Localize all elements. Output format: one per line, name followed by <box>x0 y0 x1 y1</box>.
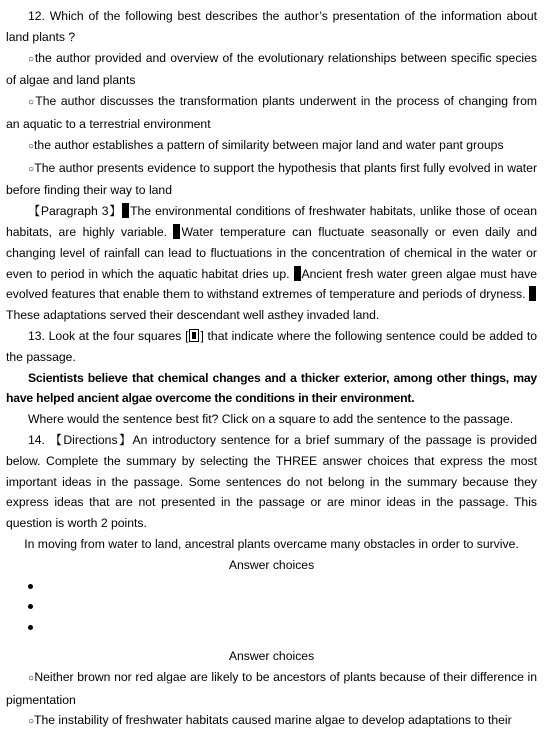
q12-option-1[interactable] <box>6 48 537 92</box>
q14-intro-sentence: In moving from water to land, ancestral plants overcame many obstacles in order to survive. <box>24 536 519 551</box>
q12-option-2[interactable] <box>6 91 537 135</box>
square-icon <box>189 329 199 342</box>
q12-option-1-text: the author provided and overview of the evolutionary relationships between specific species of algae and land plants <box>6 50 537 88</box>
insert-square-4[interactable] <box>529 286 536 301</box>
answer-choice-1[interactable] <box>6 667 537 711</box>
bullet-icon <box>28 584 33 589</box>
answer-choice-1-text: Neither brown nor red algae are likely to be ancestors of plants because of their difference in pigmentation <box>6 669 537 707</box>
insert-square-2[interactable] <box>173 224 180 239</box>
summary-slot-2[interactable] <box>6 596 537 617</box>
paragraph-3-label: 【Paragraph 3】 <box>28 204 123 219</box>
paragraph-3-sentence-3: Ancient fresh water green algae must have evolved features that enable them to withstand extremes of temperature and periods of dryness. <box>6 266 537 302</box>
q12-option-3[interactable] <box>6 135 537 158</box>
spacer <box>6 638 537 646</box>
summary-slot-1[interactable] <box>6 576 537 597</box>
bullet-icon <box>28 625 33 630</box>
choices-heading: Answer choices <box>228 648 315 663</box>
paragraph-3-sentence-2: Water temperature can fluctuate seasonally or even daily and changing level of rainfall can lead to fluctuations in the concentration of chemical in the water or even to period in which the aquatic habitat dries up. <box>6 224 537 281</box>
q12-option-2-text: The author discusses the transformation plants underwent in the process of changing from an aquatic to a terrestrial environment <box>6 94 537 131</box>
q12-option-3-text: the author establishes a pattern of similarity between major land and water pant groups <box>34 137 504 152</box>
q14-directions: 14. 【Directions】An introductory sentence for a brief summary of the passage is provided below. Complete the summary by selecting the THREE answer choices that express the most important ideas in the passage. Some sentences do not belong in the summary because they express ideas that are not presented in the passage or are minor ideas in the passage. This question is worth 2 points. <box>6 432 537 531</box>
paragraph-3 <box>6 201 537 326</box>
paragraph-3-sentence-1: The environmental conditions of freshwater habitats, unlike those of ocean habitats, are highly variable. <box>6 204 537 239</box>
radio-icon[interactable]: ○ <box>28 672 35 684</box>
q13-instruction: Where would the sentence best fit? Click on a square to add the sentence to the passage. <box>28 412 514 427</box>
radio-icon[interactable]: ○ <box>28 716 35 728</box>
bullet-icon <box>28 604 33 609</box>
radio-icon[interactable]: ○ <box>28 53 35 65</box>
answer-choice-2[interactable] <box>6 710 537 733</box>
radio-icon[interactable]: ○ <box>28 163 35 175</box>
summary-slot-3[interactable] <box>6 617 537 638</box>
q12-option-4[interactable] <box>6 158 537 202</box>
summary-heading: Answer choices <box>228 557 315 572</box>
q13-stem: 13. Look at the four squares [ ] that indicate where the following sentence could be added to the passage. <box>6 328 537 364</box>
q12-option-4-text: The author presents evidence to support the hypothesis that plants first fully evolved in water before finding their way to land <box>6 160 538 198</box>
q12-stem: 12. Which of the following best describes the author’s presentation of the information about land plants ? <box>6 9 537 44</box>
insert-square-1[interactable] <box>122 203 129 218</box>
paragraph-3-sentence-4: These adaptations served their descendant well asthey invaded land. <box>6 308 380 323</box>
insert-square-3[interactable] <box>294 266 301 281</box>
answer-choice-2-text: The instability of freshwater habitats caused marine algae to develop adaptations to their <box>34 713 512 728</box>
radio-icon[interactable]: ○ <box>28 97 36 109</box>
radio-icon[interactable]: ○ <box>28 140 35 152</box>
q13-insert-sentence: Scientists believe that chemical changes and a thicker exterior, among other things, may have helped ancient algae overcome the conditions in their environment. <box>6 370 537 406</box>
